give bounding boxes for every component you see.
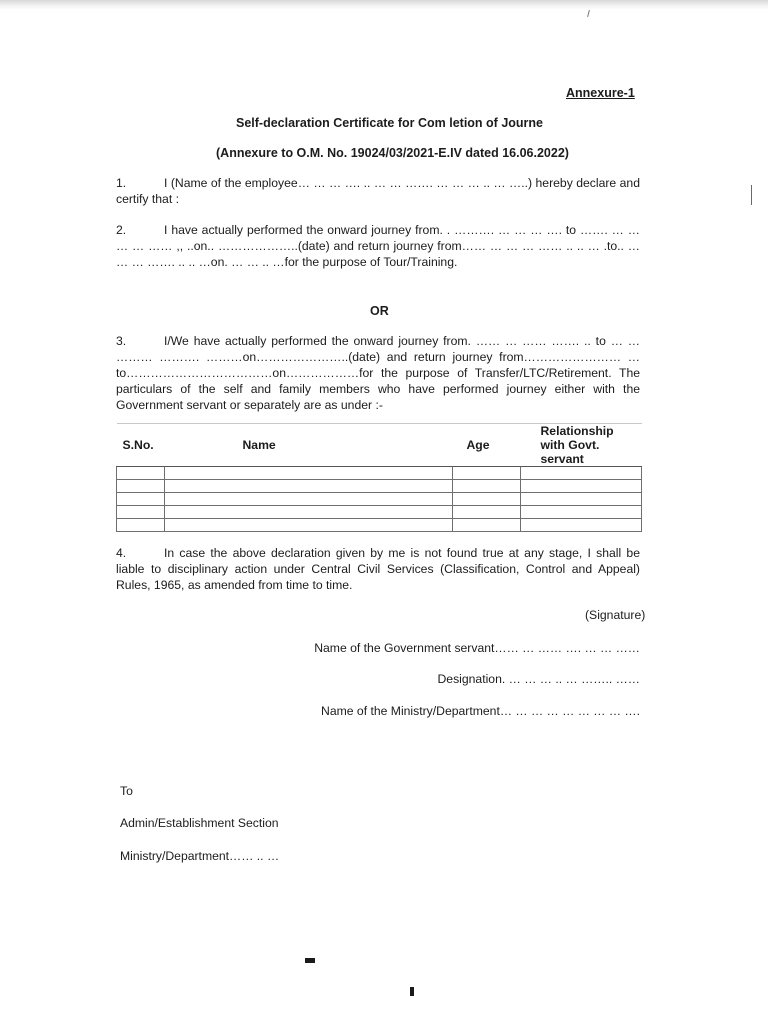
table-row [117, 480, 642, 493]
table-header-row [117, 424, 642, 467]
table-cell [165, 467, 453, 480]
address-ministry: Ministry/Department…… .. … [120, 849, 280, 863]
table-cell [453, 480, 521, 493]
paragraph-4 [116, 545, 640, 593]
paragraph-2 [116, 222, 640, 270]
table-cell [165, 506, 453, 519]
table-cell [117, 467, 165, 480]
paragraph-2-number: 2. [116, 223, 127, 237]
annexure-label: Annexure-1 [566, 86, 635, 100]
address-to: To [120, 784, 133, 798]
signature-label: (Signature) [585, 608, 646, 622]
margin-mark [751, 185, 752, 205]
header-name: Name [165, 424, 453, 467]
table-cell [521, 467, 642, 480]
table-cell [117, 493, 165, 506]
table-cell [117, 506, 165, 519]
table-cell [453, 493, 521, 506]
paragraph-1-text: I (Name of the employee… … … …. .. … … ……. … … … .. … …..) hereby declare and certify that : [116, 176, 640, 206]
table-cell [117, 519, 165, 532]
ministry-name-line: Name of the Ministry/Department… … … … … … … … …. [321, 704, 640, 718]
table-cell [453, 519, 521, 532]
header-relationship: Relationship with Govt. servant [521, 424, 642, 467]
paragraph-3 [116, 333, 640, 413]
table-cell [521, 480, 642, 493]
table-row [117, 493, 642, 506]
pen-mark [587, 10, 590, 17]
paragraph-3-number: 3. [116, 334, 127, 348]
members-table [116, 423, 642, 532]
scan-top-edge [0, 0, 768, 10]
paragraph-1 [116, 175, 640, 207]
table-row [117, 519, 642, 532]
designation-line: Designation. … … … .. … …….. …… [437, 672, 640, 686]
table-cell [165, 480, 453, 493]
header-sno: S.No. [117, 424, 165, 467]
document-subtitle: (Annexure to O.M. No. 19024/03/2021-E.IV dated 16.06.2022) [216, 146, 569, 160]
table-cell [165, 519, 453, 532]
header-age: Age [453, 424, 521, 467]
paragraph-4-number: 4. [116, 546, 127, 560]
table-cell [453, 506, 521, 519]
table-cell [521, 493, 642, 506]
table-cell [165, 493, 453, 506]
paragraph-1-number: 1. [116, 176, 127, 190]
paragraph-3-text: I/We have actually performed the onward journey from. …… … …… ……. .. to … … ……… ………. ………on…………………..(date) and return journey from…………………… …to………………………………on………………for the purpose of Transfer/LTC/Retirement. The particulars of the self and family members who have performed journey either with the Government servant or separately are as under :- [116, 334, 640, 412]
govt-servant-name-line: Name of the Government servant…… … …… …. … … …… [314, 641, 640, 655]
table-cell [117, 480, 165, 493]
address-section: Admin/Establishment Section [120, 816, 279, 830]
table-row [117, 506, 642, 519]
scan-speck [305, 958, 315, 963]
table-cell [521, 519, 642, 532]
table-row [117, 467, 642, 480]
paragraph-2-text: I have actually performed the onward journey from. . ………. … … … …. to ……. … … … … …… ,, ..on.. ………………..(date) and return journey from…… … … … …… .. .. … .to.. … … … ……. .. .. …on. … … .. …for the purpose of Tour/Training. [116, 223, 640, 269]
paragraph-4-text: In case the above declaration given by me is not found true at any stage, I shall be liable to disciplinary action under Central Civil Services (Classification, Control and Appeal) Rules, 1965, as amended from time to time. [116, 546, 640, 592]
scan-speck [410, 987, 414, 996]
or-separator: OR [370, 304, 389, 318]
document-title: Self-declaration Certificate for Com letion of Journe [236, 116, 543, 130]
table-cell [521, 506, 642, 519]
table-cell [453, 467, 521, 480]
